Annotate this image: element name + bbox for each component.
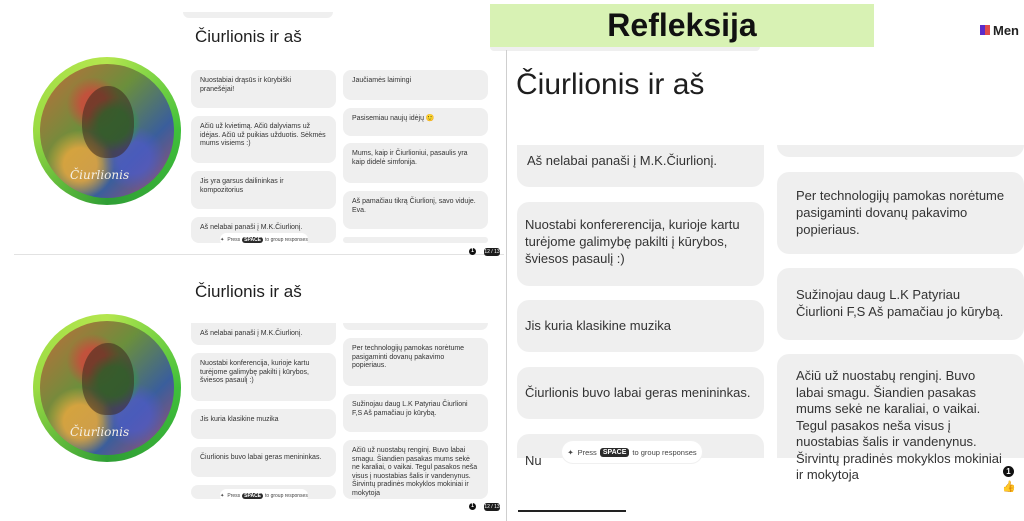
portrait-signature: Čiurlionis [70, 425, 130, 439]
response-text: Nuostabiai drąsūs ir kūrybiški pranešėjai! [200, 77, 292, 93]
portrait-image [40, 321, 174, 455]
response-text: Nuostabi konfererencija, kurioje kartu turėjome galimybę pakilti į kūrybos, šviesos pasaulį :) [525, 217, 740, 266]
response-card[interactable] [517, 367, 764, 419]
response-text: Jis yra garsus dailininkas ir kompozitorius [200, 178, 284, 194]
response-text: Ačiū už nuostabų renginį. Buvo labai smagu. Šiandien pasakas mums sekė ne karaliai, o vaikai. Tegul pasakos neša visus į nuostabias šalis ir vandenynus. Širvintų pradinės mokyklos mokiniai ir mokytoja [352, 447, 478, 497]
response-card[interactable] [343, 108, 488, 136]
response-card[interactable] [343, 338, 488, 386]
slide-pager[interactable]: 12 / 13 [484, 249, 500, 255]
response-card[interactable] [191, 116, 336, 163]
response-text: Čiurlionis buvo labai geras menininkas. [525, 385, 751, 400]
response-card[interactable] [191, 171, 336, 209]
press-suffix: to group responses [632, 447, 697, 457]
thumbs-up-icon[interactable]: 👍 [1002, 481, 1016, 493]
response-card[interactable] [343, 323, 488, 330]
response-text: Nu [525, 453, 542, 468]
header-title: Refleksija [607, 7, 757, 43]
response-text: Mums, kaip ir Čiurlioniui, pasaulis yra kaip didelė simfonija. [352, 150, 468, 166]
portrait-face [82, 86, 134, 158]
panel-divider [506, 50, 507, 521]
response-text: Jis kuria klasikine muzika [525, 318, 671, 333]
press-suffix: to group responses [265, 236, 308, 243]
response-card[interactable] [517, 300, 764, 352]
response-card[interactable] [343, 143, 488, 183]
panel-divider [14, 254, 504, 255]
response-count-badge: 1 [469, 503, 476, 510]
panel-title: Čiurlionis ir aš [516, 68, 705, 101]
response-text: Pasisemiau naujų idėjų 🙂 [352, 115, 435, 122]
space-key: SPACE [244, 236, 262, 243]
press-label: Press [577, 447, 597, 457]
sparkle-icon: ✦ [567, 447, 574, 457]
slide-pager[interactable]: 12 / 13 [484, 504, 500, 510]
portrait-signature: Čiurlionis [70, 168, 130, 182]
response-text: Aš pamačiau tikrą Čiurlionį, savo viduje. Eva. [352, 198, 476, 214]
response-card[interactable] [191, 323, 336, 345]
response-card[interactable] [191, 447, 336, 477]
response-text: Nuostabi konferencija, kurioje kartu turėjome galimybę pakilti į kūrybos, šviesos pasaulį :) [200, 360, 310, 384]
card-stub [490, 47, 760, 51]
press-space-hint [562, 441, 702, 463]
response-text: Sužinojau daug L.K Patyriau Čiurlioni F,S Aš pamačiau jo kūrybą. [352, 401, 468, 417]
portrait-image [40, 64, 174, 198]
mentimeter-logo [980, 22, 1019, 38]
response-text: Ačiū už kvietimą. Ačiū dalyviams už idėjas. Ačiū už puikias užduotis. Sėkmės mums visiems :) [200, 123, 326, 147]
card-stub [183, 12, 333, 18]
press-space-hint [220, 489, 308, 502]
press-suffix: to group responses [265, 492, 308, 499]
space-key: SPACE [244, 492, 262, 499]
portrait-face [82, 343, 134, 415]
panel-title: Čiurlionis ir aš [195, 27, 302, 46]
response-text: Sužinojau daug L.K Patyriau Čiurlioni F,S Aš pamačiau jo kūrybą. [796, 287, 1004, 319]
mentimeter-logo-icon [980, 25, 990, 35]
press-label: Press [227, 492, 241, 499]
response-card[interactable] [343, 191, 488, 229]
press-label: Press [227, 236, 241, 243]
sparkle-icon: ✦ [220, 236, 225, 243]
response-card[interactable] [777, 145, 1024, 157]
response-card[interactable] [343, 440, 488, 499]
response-text: Jaučiamės laimingi [352, 77, 412, 84]
response-card[interactable] [517, 145, 764, 187]
bottom-scroll-line [518, 510, 626, 512]
brand-text: Men [993, 22, 1019, 38]
response-text: Per technologijų pamokas norėtume pasigaminti dovanų pakavimo popieriaus. [352, 345, 465, 369]
response-card[interactable] [343, 394, 488, 432]
response-text: Čiurlionis buvo labai geras menininkas. [200, 454, 322, 461]
response-text: Per technologijų pamokas norėtume pasigaminti dovanų pakavimo popieriaus. [796, 188, 1005, 237]
response-text: Aš nelabai panaši į M.K.Čiurlionį. [527, 153, 718, 168]
response-card[interactable] [777, 354, 1024, 482]
response-text: Jis kuria klasikine muzika [200, 416, 279, 423]
sparkle-icon: ✦ [220, 492, 225, 499]
response-text: Aš nelabai panaši į M.K.Čiurlionį. [200, 224, 303, 231]
response-count-badge: 1 [469, 248, 476, 255]
space-key: SPACE [600, 448, 630, 457]
response-card[interactable] [777, 268, 1024, 340]
response-card[interactable] [343, 237, 488, 243]
press-space-hint [220, 233, 308, 246]
panel-title: Čiurlionis ir aš [195, 282, 302, 301]
response-card[interactable] [191, 353, 336, 401]
response-card[interactable] [777, 172, 1024, 254]
response-card[interactable] [191, 409, 336, 439]
response-card[interactable] [343, 70, 488, 100]
response-text: Aš nelabai panaši į M.K.Čiurlionį. [200, 330, 303, 337]
response-text: Ačiū už nuostabų renginį. Buvo labai smagu. Šiandien pasakas mums sekė ne karaliai, o vaikai. Tegul pasakos neša visus į nuostabias šalis ir vandenynus. Širvintų pradinės mokyklos mokiniai ir mokytoja [796, 368, 1002, 482]
response-count-badge: 1 [1003, 466, 1014, 477]
response-card[interactable] [517, 202, 764, 286]
response-card[interactable] [191, 70, 336, 108]
